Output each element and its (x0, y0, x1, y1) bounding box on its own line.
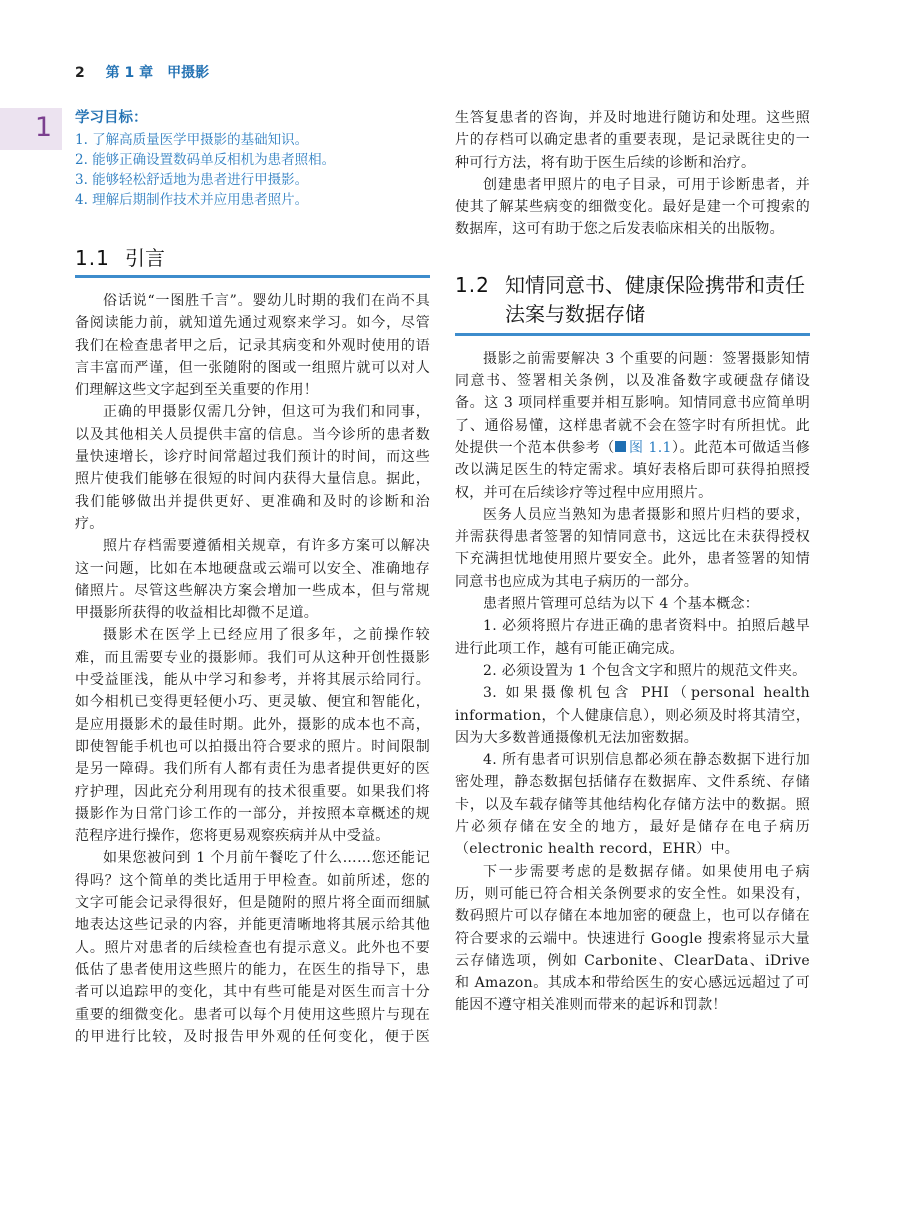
objective-item: 3. 能够轻松舒适地为患者进行甲摄影。 (75, 172, 309, 188)
body-paragraph: 如果您被问到 1 个月前午餐吃了什么……您还能记得吗？这个简单的类比适用于甲检查。如前所述，您的文字可能会记录得很好，但是随附的照片将全面而细腻地表达这些记录的内容，并能更清晰地将其展示给其他人。照片对患者的后续检查也有提示意义。此外也不要低估了患者使用这些照片的能力，在医生的指导下，患者可以追踪甲的变化，其中有些可能是对医生而言十分重要的细微变化。患者可以每个月使用这些照片与现在的甲进行比较，及时报告甲外观的任何变化，便于医 (75, 850, 430, 1045)
objective-item: 1. 了解高质量医学甲摄影的基础知识。 (75, 132, 309, 148)
page-number: 2 (75, 65, 85, 81)
list-item: 2. 必须设置为 1 个包含文字和照片的规范文件夹。 (483, 662, 807, 679)
objective-item: 4. 理解后期制作技术并应用患者照片。 (75, 192, 309, 208)
body-paragraph: 医务人员应当熟知为患者摄影和照片归档的要求，并需获得患者签署的知情同意书，这远比在未获得授权下充满担忧地使用照片要安全。此外，患者签署的知情同意书也应成为其电子病历的一部分。 (455, 506, 810, 590)
figure-icon (615, 441, 626, 452)
body-paragraph: 患者照片管理可总结为以下 4 个基本概念： (483, 596, 760, 613)
body-paragraph: 俗话说“一图胜千言”。婴幼儿时期的我们在尚不具备阅读能力前，就知道先通过观察来学习。如今，尽管我们在检查患者甲之后，记录其病变和外观时使用的语言丰富而严谨，但一张随附的图或一组照片就可以对人们理解这些文字起到至关重要的作用！ (75, 293, 430, 399)
learning-objectives (75, 106, 430, 210)
body-paragraph: 下一步需要考虑的是数据存储。如果使用电子病历，则可能已符合相关条例要求的安全性。如果没有，数码照片可以存储在本地加密的硬盘上，也可以存储在符合要求的云端中。快速进行 Google 搜索将显示大量云存储选项，例如 Carbonite、ClearData、iDrive 和 Amazon。其成本和带给医生的安心感远远超过了可能因不遵守相关准则而带来的起诉和罚款！ (455, 863, 810, 1014)
section-number: 1.1 (75, 246, 110, 270)
body-paragraph-continued: 生答复患者的咨询，并及时地进行随访和处理。这些照片的存档可以确定患者的重要表现，是记录既往史的一种可行方法，将有助于医生后续的诊断和治疗。 (455, 110, 810, 171)
chapter-tab-number: 1 (34, 112, 52, 143)
section-heading-1-1 (75, 242, 430, 278)
section-title: 知情同意书、健康保险携带和责任法案与数据存储 (505, 272, 805, 326)
objectives-title: 学习目标： (75, 110, 148, 126)
objective-item: 2. 能够正确设置数码单反相机为患者照相。 (75, 152, 336, 168)
text: 摄影之前需要解决 3 个重要的问题：签署摄影知情同意书、签署相关条例，以及准备数字或硬盘存储设备。这 3 项同样重要并相互影响。知情同意书应简单明了、通俗易懂，这样患者就不会在签字时有所担忧。此处提供一个范本供参考（ (455, 350, 810, 456)
body-paragraph: 创建患者甲照片的电子目录，可用于诊断患者，并使其了解某些病变的细微变化。最好是建一个可搜索的数据库，这可有助于您之后发表临床相关的出版物。 (455, 176, 810, 238)
list-item: 1. 必须将照片存进正确的患者资料中。拍照后越早进行此项工作，越有可能正确完成。 (455, 618, 810, 657)
running-header (75, 62, 209, 82)
section-number: 1.2 (455, 272, 490, 297)
left-column (75, 106, 430, 1048)
body-paragraph: 摄影术在医学上已经应用了很多年，之前操作较难，而且需要专业的摄影师。我们可从这种开创性摄影中受益匪浅，能从中学习和参考，并将其展示给同行。如今相机已变得更轻便小巧、更灵敏、便宜和智能化，是应用摄影术的最佳时期。此外，摄影的成本也不高，即使智能手机也可以拍摄出符合要求的照片。时间限制是另一障碍。我们所有人都有责任为患者提供更好的医疗护理，因此充分利用现有的技术很重要。如果我们将摄影作为日常门诊工作的一部分，并按照本章概述的规范程序进行操作，您将更易观察疾病并从中受益。 (75, 627, 430, 845)
body-paragraph: 正确的甲摄影仅需几分钟，但这可为我们和同事，以及其他相关人员提供丰富的信息。当今诊所的患者数量快速增长，诊疗时间常超过我们预计的时间，而这些照片使我们能够在很短的时间内获得大量信息。据此，我们能够做出并提供更好、更准确和及时的诊断和治疗。 (75, 404, 430, 532)
chapter-title: 第 1 章 甲摄影 (105, 65, 210, 81)
text: ）。此范本可做适当修改以满足医生的特定需求。填好表格后即可获得拍照授权，并可在后续诊疗等过程中应用照片。 (455, 439, 810, 501)
body-paragraph: 照片存档需要遵循相关规章，有许多方案可以解决这一问题，比如在本地硬盘或云端可以安全、准确地存储照片。尽管这些解决方案会增加一些成本，但与常规甲摄影所获得的收益相比却微不足道。 (75, 538, 430, 622)
figure-reference-link[interactable] (615, 440, 672, 456)
body-paragraph (455, 348, 810, 504)
section-title: 引言 (125, 246, 165, 270)
section-heading-1-2 (455, 271, 810, 336)
list-item: 3. 如果摄像机包含 PHI（personal health information，个人健康信息），则必须及时将其清空，因为大多数普通摄像机无法加密数据。 (455, 685, 810, 746)
chapter-side-tab (0, 108, 62, 150)
list-item: 4. 所有患者可识别信息都必须在静态数据下进行加密处理，静态数据包括储存在数据库、文件系统、存储卡，以及车载存储等其他结构化存储方法中的数据。照片必须存储在安全的地方，最好是储存在电子病历（electronic health record，EHR）中。 (455, 752, 810, 858)
figure-reference-label: 图 1.1 (628, 439, 672, 456)
right-column (455, 107, 810, 1017)
